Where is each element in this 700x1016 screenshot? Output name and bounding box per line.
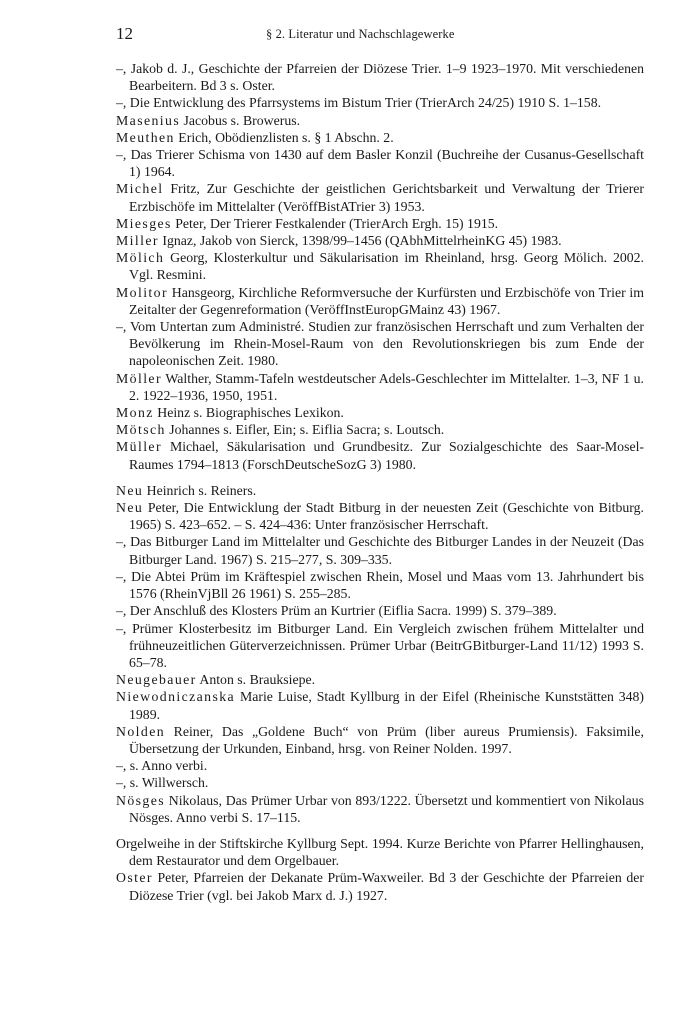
bibliography-entry bbox=[116, 438, 644, 472]
entry-text: Reiner, Das „Goldene Buch“ von Prüm (liber aureus Prumiensis). Faksimile, Übersetzung der Urkunden, Einband, hrsg. von Reiner Nolden. 1997. bbox=[129, 723, 645, 756]
entry-author: Nolden bbox=[116, 723, 166, 739]
entry-text: Hansgeorg, Kirchliche Reformversuche der Kurfürsten und Erzbischöfe von Trier im Zeitalter der Gegenreformation (VeröffInstEuropGMainz 43) 1967. bbox=[129, 284, 644, 317]
entry-author: Möller bbox=[116, 370, 162, 386]
bibliography-entry bbox=[116, 671, 644, 688]
bibliography-entry bbox=[116, 112, 644, 129]
bibliography-entry bbox=[116, 129, 644, 146]
page-number: 12 bbox=[116, 24, 133, 43]
entry-author: Neu bbox=[116, 500, 144, 516]
bibliography-entry bbox=[116, 215, 644, 232]
running-title: § 2. Literatur und Nachschlagewerke bbox=[266, 27, 455, 41]
entry-text: Jacobus s. Browerus. bbox=[183, 112, 301, 128]
entry-text: –, s. Anno verbi. bbox=[116, 758, 208, 774]
entry-text: –, Jakob d. J., Geschichte der Pfarreien der Diözese Trier. 1–9 1923–1970. Mit verschiedenen Bearbeitern. Bd 3 s. Oster. bbox=[116, 61, 644, 94]
bibliography-entry bbox=[116, 284, 644, 318]
bibliography-entry bbox=[116, 869, 644, 903]
bibliography-list bbox=[116, 60, 644, 904]
entry-text: Ignaz, Jakob von Sierck, 1398/99–1456 (QAbhMittelrheinKG 45) 1983. bbox=[162, 233, 562, 249]
bibliography-entry bbox=[116, 249, 644, 283]
bibliography-entry bbox=[116, 404, 644, 421]
entry-text: Heinz s. Biographisches Lexikon. bbox=[157, 405, 344, 421]
bibliography-entry bbox=[116, 232, 644, 249]
bibliography-entry bbox=[116, 533, 644, 567]
entry-text: Georg, Klosterkultur und Säkularisation im Rheinland, hrsg. Georg Mölich. 2002. Vgl. Resmini. bbox=[129, 250, 645, 283]
entry-author: Mölich bbox=[116, 250, 165, 266]
bibliography-entry bbox=[116, 180, 644, 214]
entry-text: Fritz, Zur Geschichte der geistlichen Gerichtsbarkeit und Verwaltung der Trierer Erzbischöfe im Mittelalter (VeröffBistATrier 3) 1953. bbox=[129, 181, 645, 214]
entry-author: Michel bbox=[116, 181, 164, 197]
bibliography-entry bbox=[116, 792, 644, 826]
bibliography-entry bbox=[116, 723, 644, 757]
entry-text: Anton s. Brauksiepe. bbox=[199, 672, 316, 688]
entry-text: –, Das Bitburger Land im Mittelalter und Geschichte des Bitburger Landes in der Neuzeit (Das Bitburger Land. 1967) S. 215–277, S. 309–335. bbox=[116, 534, 644, 567]
entry-text: Peter, Die Entwicklung der Stadt Bitburg in der neuesten Zeit (Geschichte von Bitburg. 1965) S. 423–652. – S. 424–436: Unter französischer Herrschaft. bbox=[129, 500, 644, 533]
entry-text: Peter, Der Trierer Festkalender (TrierArch Ergh. 15) 1915. bbox=[175, 215, 499, 231]
entry-author: Müller bbox=[116, 439, 162, 455]
bibliography-entry bbox=[116, 370, 644, 404]
bibliography-entry bbox=[116, 60, 644, 94]
bibliography-entry bbox=[116, 688, 644, 722]
bibliography-entry bbox=[116, 602, 644, 619]
entry-author: Miesges bbox=[116, 215, 172, 231]
entry-text: Heinrich s. Reiners. bbox=[146, 482, 257, 498]
page-header bbox=[116, 24, 636, 46]
bibliography-entry bbox=[116, 421, 644, 438]
entry-author: Mötsch bbox=[116, 422, 166, 438]
bibliography-entry bbox=[116, 568, 644, 602]
bibliography-entry bbox=[116, 482, 644, 499]
entry-text: –, Das Trierer Schisma von 1430 auf dem Basler Konzil (Buchreihe der Cusanus-Gesellschaft 1) 1964. bbox=[116, 147, 644, 180]
entry-text: Walther, Stamm-Tafeln westdeutscher Adels-Geschlechter im Mittelalter. 1–3, NF 1 u. 2. 1922–1936, 1950, 1951. bbox=[129, 370, 645, 403]
entry-author: Nösges bbox=[116, 792, 166, 808]
entry-text: Peter, Pfarreien der Dekanate Prüm-Waxweiler. Bd 3 der Geschichte der Pfarreien der Diözese Trier (vgl. bei Jakob Marx d. J.) 1927. bbox=[129, 870, 644, 903]
entry-author: Miller bbox=[116, 233, 159, 249]
entry-author: Meuthen bbox=[116, 129, 175, 145]
entry-text: Nikolaus, Das Prümer Urbar von 893/1222. Übersetzt und kommentiert von Nikolaus Nösges. Anno verbi S. 17–115. bbox=[129, 792, 644, 825]
entry-text: Marie Luise, Stadt Kyllburg in der Eifel (Rheinische Kunststätten 348) 1989. bbox=[129, 689, 644, 722]
entry-author: Oster bbox=[116, 870, 153, 886]
entry-text: –, s. Willwersch. bbox=[116, 775, 209, 791]
entry-text: –, Prümer Klosterbesitz im Bitburger Land. Ein Vergleich zwischen frühem Mittelalter und frühneuzeitlichen Güterverzeichnissen. Prümer Urbar (BeitrGBitburger-Land 11/12) 1993 S. 65–78. bbox=[116, 620, 644, 670]
entry-author: Neugebauer bbox=[116, 672, 197, 688]
bibliography-entry bbox=[116, 774, 644, 791]
bibliography-entry bbox=[116, 620, 644, 672]
bibliography-entry bbox=[116, 146, 644, 180]
bibliography-entry bbox=[116, 499, 644, 533]
entry-text: –, Der Anschluß des Klosters Prüm an Kurtrier (Eiflia Sacra. 1999) S. 379–389. bbox=[116, 603, 557, 619]
entry-author: Monz bbox=[116, 405, 154, 421]
entry-text: –, Vom Untertan zum Administré. Studien zur französischen Herrschaft und zum Verhalten der Bevölkerung im Rhein-Mosel-Raum von den Revolutionskriegen bis zum Ende der napoleonischen Zeit. 1980. bbox=[116, 319, 644, 369]
entry-author: Neu bbox=[116, 482, 144, 498]
entry-text: Erich, Obödienzlisten s. § 1 Abschn. 2. bbox=[178, 129, 394, 145]
entry-text: –, Die Entwicklung des Pfarrsystems im Bistum Trier (TrierArch 24/25) 1910 S. 1–158. bbox=[116, 95, 602, 111]
bibliography-entry bbox=[116, 318, 644, 370]
bibliography-entry bbox=[116, 835, 644, 869]
bibliography-entry bbox=[116, 94, 644, 111]
entry-author: Masenius bbox=[116, 112, 181, 128]
entry-text: Orgelweihe in der Stiftskirche Kyllburg Sept. 1994. Kurze Berichte von Pfarrer Hellinghausen, dem Restaurator und dem Orgelbauer. bbox=[116, 835, 644, 869]
entry-author: Molitor bbox=[116, 284, 168, 300]
bibliography-entry bbox=[116, 757, 644, 774]
entry-text: Johannes s. Eifler, Ein; s. Eiflia Sacra; s. Loutsch. bbox=[169, 422, 445, 438]
entry-text: Michael, Säkularisation und Grundbesitz. Zur Sozialgeschichte des Saar-Mosel-Raumes 1794–1813 (ForschDeutscheSozG 3) 1980. bbox=[129, 439, 644, 472]
entry-text: –, Die Abtei Prüm im Kräftespiel zwischen Rhein, Mosel und Maas vom 13. Jahrhundert bis 1576 (RheinVjBll 26 1961) S. 255–285. bbox=[116, 568, 644, 602]
entry-author: Niewodniczanska bbox=[116, 689, 236, 705]
